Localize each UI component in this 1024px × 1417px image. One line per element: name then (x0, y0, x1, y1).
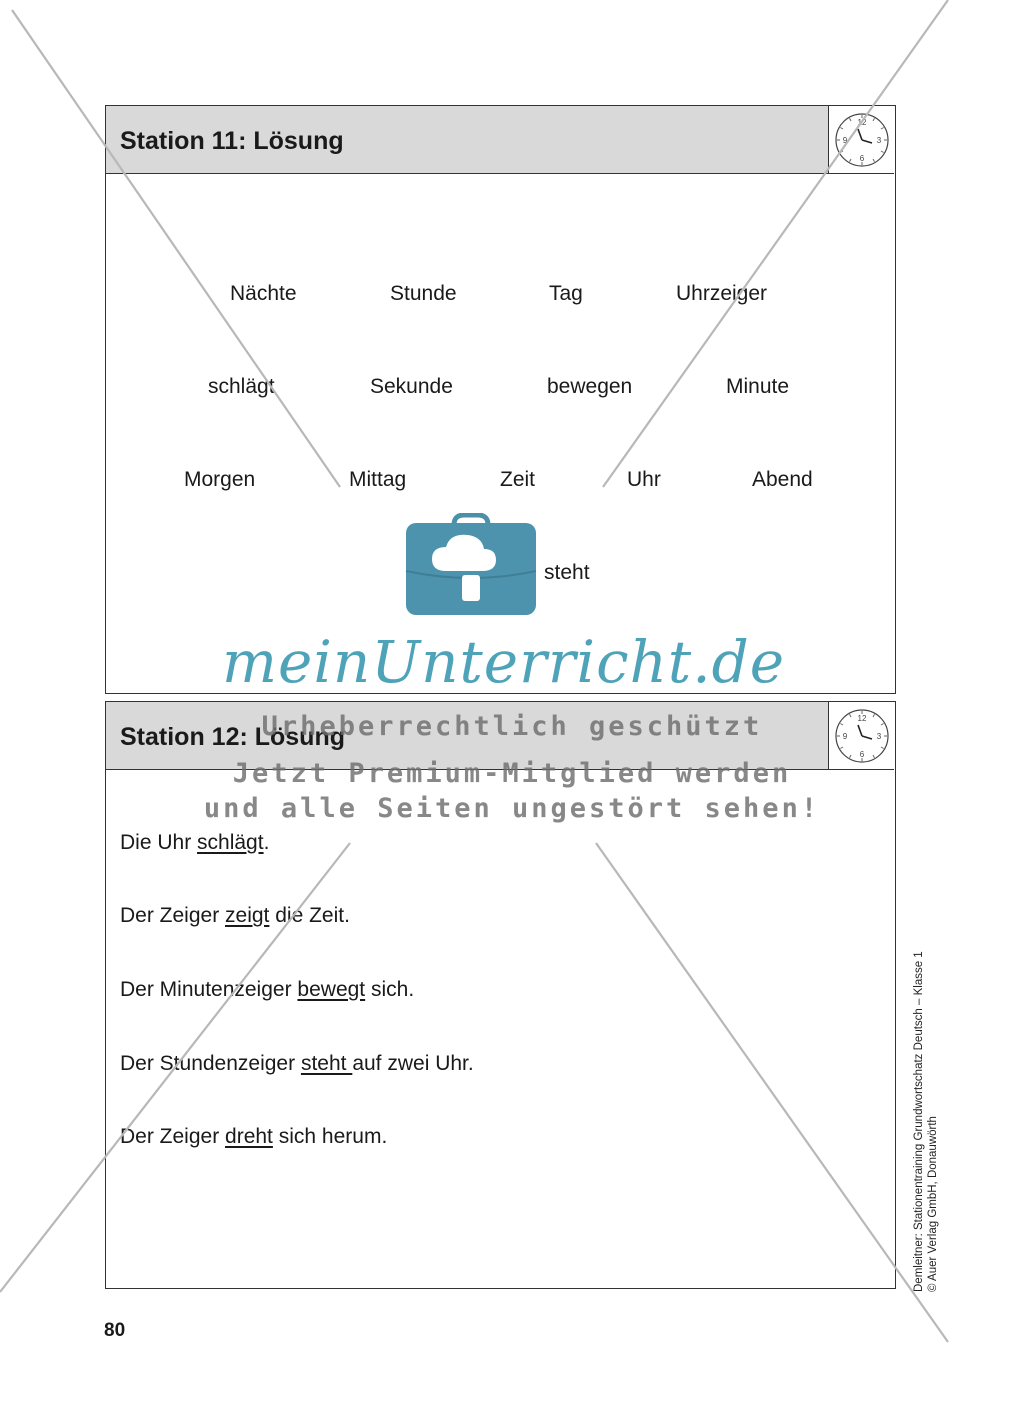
word-item: Sekunde (370, 375, 453, 398)
answer-word: zeigt (225, 904, 270, 927)
page-number: 80 (104, 1320, 126, 1341)
clock-number: 3 (876, 136, 882, 145)
clock-number: 9 (842, 136, 848, 145)
station-12-box (105, 701, 896, 1289)
watermark-line: Urheberrechtlich geschützt (261, 711, 763, 742)
sentence-text: Die Uhr (120, 831, 198, 854)
answer-word: bewegt (297, 978, 366, 1001)
clock-number: 12 (857, 118, 867, 127)
answer-sentence (120, 1052, 474, 1076)
watermark-logo: meinUnterricht.de (222, 628, 786, 696)
answer-sentence (120, 978, 414, 1002)
word-item: Minute (726, 375, 790, 398)
word-item: schlägt (208, 375, 275, 398)
station-11-header (106, 106, 828, 174)
sentence-text: Der Zeiger (120, 1125, 226, 1148)
credit-line: © Auer Verlag GmbH, Donauwörth (927, 1116, 939, 1292)
sentence-text: sich. (365, 978, 415, 1001)
sentence-text: . (263, 831, 270, 854)
copyright-credit (912, 932, 940, 1292)
clock-icon (834, 112, 890, 168)
sentence-text: die Zeit. (269, 904, 350, 927)
word-item: bewegen (547, 375, 633, 398)
station-12-title: Station 12: Lösung (120, 723, 345, 751)
sentence-text: auf zwei Uhr. (352, 1052, 474, 1075)
answer-sentence (120, 904, 350, 928)
clock-number: 6 (859, 750, 865, 759)
sentence-text: Der Minutenzeiger (120, 978, 298, 1001)
watermark-line: Jetzt Premium-Mitglied werden (232, 758, 792, 789)
word-item: Nächte (230, 282, 297, 305)
answer-word: schlägt (197, 831, 264, 854)
word-item: Abend (752, 468, 813, 491)
watermark-line: und alle Seiten ungestört sehen! (203, 793, 821, 824)
word-item: Tag (549, 282, 583, 305)
sentence-text: Der Stundenzeiger (120, 1052, 301, 1075)
answer-sentence (120, 1125, 387, 1149)
clock-number: 3 (876, 732, 882, 741)
briefcase-icon (404, 513, 538, 617)
word-item: Zeit (500, 468, 536, 491)
word-item: Uhr (627, 468, 661, 491)
clock-number: 6 (859, 154, 865, 163)
answer-word: steht (300, 1052, 353, 1075)
word-item: Stunde (390, 282, 457, 305)
clock-number: 9 (842, 732, 848, 741)
station-11-title: Station 11: Lösung (120, 127, 344, 155)
credit-line: Demleitner: Stationentraining Grundwortschatz Deutsch – Klasse 1 (913, 951, 925, 1292)
sentence-text: Der Zeiger (120, 904, 226, 927)
word-item: Uhrzeiger (676, 282, 768, 305)
word-item: Morgen (184, 468, 256, 491)
word-item: steht (544, 561, 590, 584)
clock-number: 12 (857, 714, 867, 723)
station-11-clock-cell (828, 106, 894, 174)
answer-word: dreht (225, 1125, 273, 1148)
answer-sentence (120, 831, 269, 855)
sentence-text: sich herum. (272, 1125, 388, 1148)
word-item: Mittag (349, 468, 407, 491)
